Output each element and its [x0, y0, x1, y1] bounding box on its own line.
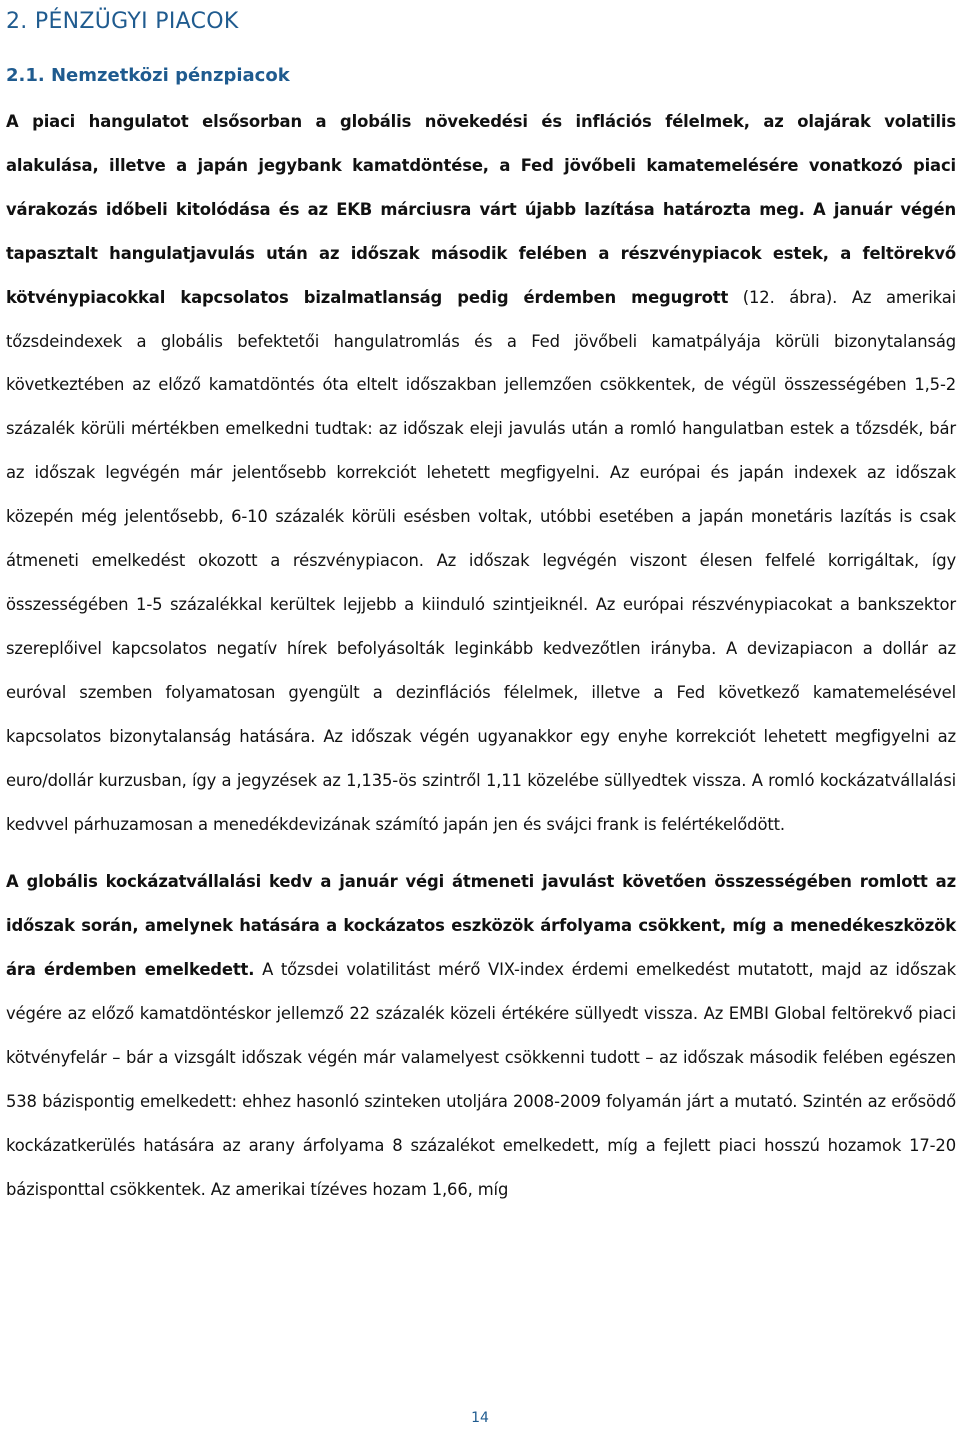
- chapter-heading: 2. PÉNZÜGYI PIACOK: [6, 9, 239, 34]
- paragraph-2-body: A tőzsdei volatilitást mérő VIX-index érdemi emelkedést mutatott, majd az időszak végére az előző kamatdöntéskor jellemző 22 százalék közeli értékére süllyedt vissza. Az EMBI Global feltörekvő piaci kötvényfelár – bár a vizsgált időszak végén már valamelyest csökkenni tudott – az időszak második felében egészen 538 bázispontig emelkedett: ehhez hasonló szinteken utoljára 2008-2009 folyamán járt a mutató. Szintén az erősödő kockázatkerülés hatására az arany árfolyama 8 százalékot emelkedett, míg a fejlett piaci hosszú hozamok 17-20 bázisponttal csökkentek. Az amerikai tízéves hozam 1,66, míg: [6, 960, 956, 1199]
- paragraph-2-lead: A globális kockázatvállalási kedv a január végi átmeneti javulást követően összességében romlott az időszak során, amelynek hatására a kockázatos eszközök árfolyama csökkent, míg a menedékeszközök ára érdemben emelkedett.: [6, 872, 956, 980]
- section-heading: 2.1. Nemzetközi pénzpiacok: [6, 65, 290, 86]
- paragraph-1: [6, 100, 956, 846]
- paragraph-1-body: (12. ábra). Az amerikai tőzsdeindexek a globális befektetői hangulatromlás és a Fed jövőbeli kamatpályája körüli bizonytalanság következtében az előző kamatdöntés óta eltelt időszakban jellemzően csökkentek, de végül összességében 1,5-2 százalék körüli mértékben emelkedni tudtak: az időszak eleji javulás után a romló hangulatban estek a tőzsdék, bár az időszak legvégén már jelentősebb korrekciót lehetett megfigyelni. Az európai és japán indexek az időszak közepén még jelentősebb, 6-10 százalék körüli esésben voltak, utóbbi esetében a japán monetáris lazítás is csak átmeneti emelkedést okozott a részvénypiacon. Az időszak legvégén viszont élesen felfelé korrigáltak, így összességében 1-5 százalékkal kerültek lejjebb a kiinduló szintjeiknél. Az európai részvénypiacokat a bankszektor szereplőivel kapcsolatos negatív hírek befolyásolták leginkább kedvezőtlen irányba. A devizapiacon a dollár az euróval szemben folyamatosan gyengült a dezinflációs félelmek, illetve a Fed következő kamatemelésével kapcsolatos bizonytalanság hatására. Az időszak végén ugyanakkor egy enyhe korrekciót lehetett megfigyelni az euro/dollár kurzusban, így a jegyzések az 1,135-ös szintről 1,11 közelébe süllyedtek vissza. A romló kockázatvállalási kedvvel párhuzamosan a menedékdevizának számító japán jen és svájci frank is felértékelődött.: [6, 287, 957, 834]
- paragraph-2: [6, 860, 956, 1211]
- document-page: [6, 0, 956, 1212]
- paragraph-1-lead: A piaci hangulatot elsősorban a globális növekedési és inflációs félelmek, az olajárak volatilis alakulása, illetve a japán jegybank kamatdöntése, a Fed jövőbeli kamatemelésére vonatkozó piaci várakozás időbeli kitolódása és az EKB márciusra várt újabb lazítása határozta meg. A január végén tapasztalt hangulatjavulás után az időszak második felében a részvénypiacok estek, a feltörekvő kötvénypiacokkal kapcsolatos bizalmatlanság pedig érdemben megugrott: [6, 112, 956, 307]
- page-number: 14: [471, 1410, 489, 1426]
